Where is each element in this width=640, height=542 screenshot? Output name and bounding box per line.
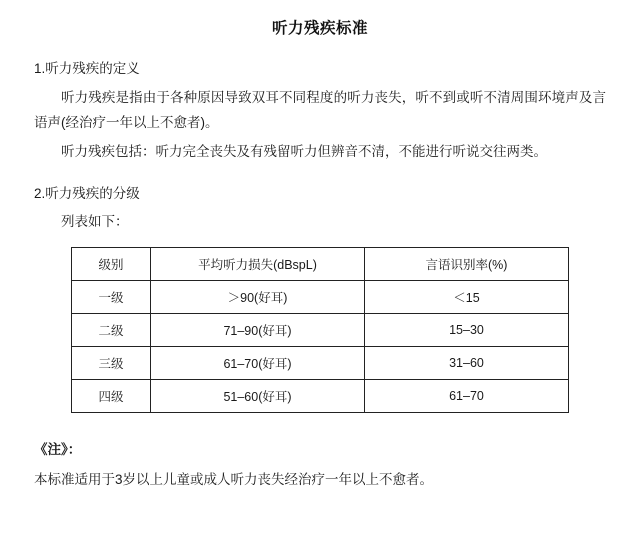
column-header-grade: 级别 (72, 248, 151, 281)
cell-grade: 三级 (72, 347, 151, 380)
definition-paragraph-1: 听力残疾是指由于各种原因导致双耳不同程度的听力丧失，听不到或听不清周围环境声及言语声(经治疗一年以上不愈者)。 (34, 89, 606, 130)
cell-grade: 四级 (72, 380, 151, 413)
section-heading-grading: 2.听力残疾的分级 (34, 185, 140, 201)
table-row (72, 380, 569, 413)
cell-speech-recognition: 61–70 (365, 380, 569, 413)
spacer (34, 413, 606, 439)
cell-hearing-loss: 71–90(好耳) (151, 314, 365, 347)
cell-hearing-loss: 61–70(好耳) (151, 347, 365, 380)
cell-grade: 一级 (72, 281, 151, 314)
column-header-speech-recognition: 言语识别率(%) (365, 248, 569, 281)
cell-speech-recognition: 15–30 (365, 314, 569, 347)
grading-paragraph-1: 列表如下： (61, 214, 129, 230)
section-heading-definition: 1.听力残疾的定义 (34, 61, 140, 76)
note-title: 《注》： (34, 442, 82, 458)
table-header-row (72, 248, 569, 281)
note-body: 本标准适用于3岁以上儿童或成人听力丧失经治疗一年以上不愈者。 (34, 472, 434, 487)
cell-speech-recognition: ＜15 (365, 281, 569, 314)
table-row (72, 347, 569, 380)
page-title: 听力残疾标准 (271, 20, 368, 37)
grades-table-container (34, 247, 606, 413)
cell-hearing-loss: 51–60(好耳) (151, 380, 365, 413)
definition-paragraph-2: 听力残疾包括：听力完全丧失及有残留听力但辨音不清，不能进行听说交往两类。 (61, 143, 547, 159)
cell-speech-recognition: 31–60 (365, 347, 569, 380)
grades-table (71, 247, 569, 413)
document-page (0, 16, 640, 542)
column-header-hearing-loss: 平均听力损失(dBspL) (151, 248, 365, 281)
spacer (34, 169, 606, 183)
table-row (72, 281, 569, 314)
cell-hearing-loss: ＞90(好耳) (151, 281, 365, 314)
table-row (72, 314, 569, 347)
cell-grade: 二级 (72, 314, 151, 347)
